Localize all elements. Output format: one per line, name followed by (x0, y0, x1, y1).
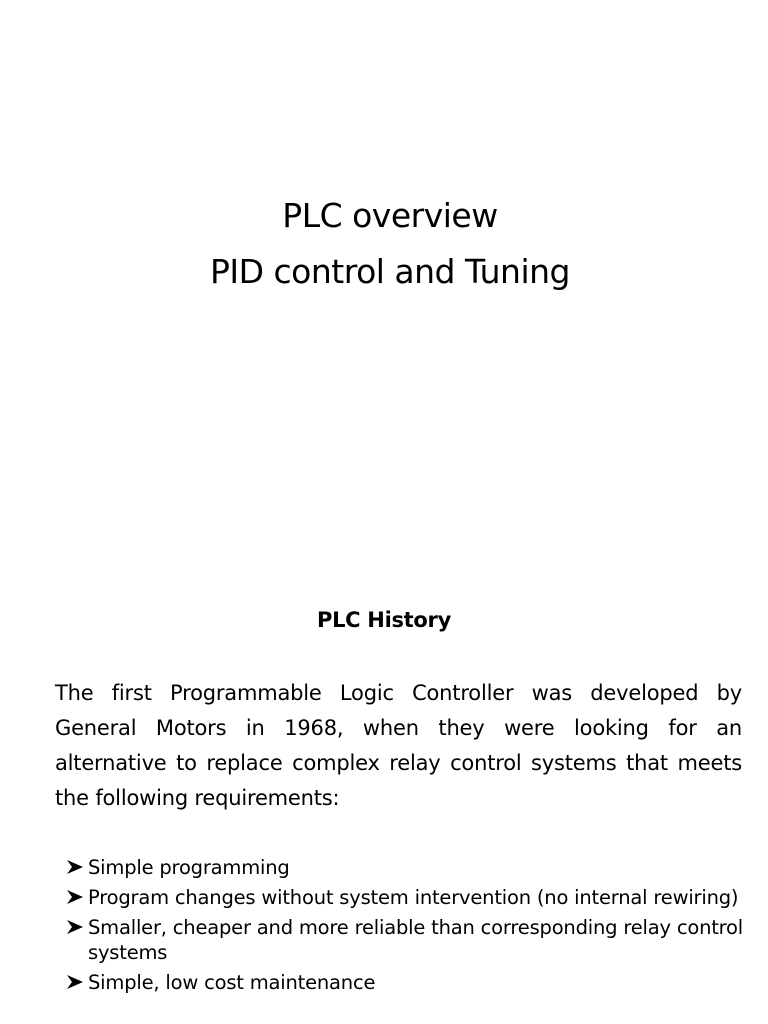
slide-title (0, 188, 768, 300)
list-item (66, 970, 746, 995)
arrow-bullet-icon (66, 859, 84, 875)
title-line-pid-control: PID control and Tuning (210, 252, 570, 291)
list-item-text: Simple programming (88, 856, 290, 879)
list-item (66, 915, 746, 965)
section-heading: PLC History (317, 608, 451, 632)
list-item (66, 855, 746, 880)
arrow-bullet-icon (66, 919, 84, 935)
title-line-plc-overview: PLC overview (282, 196, 498, 235)
intro-paragraph: The first Programmable Logic Controller was developed by General Motors in 1968, when they were looking for an alternative to replace complex relay control systems that meets the following requirements: (55, 681, 742, 810)
requirements-list (66, 855, 746, 1000)
list-item-text: Program changes without system intervention (no internal rewiring) (88, 886, 739, 909)
list-item-text: Simple, low cost maintenance (88, 971, 376, 994)
list-item-text: Smaller, cheaper and more reliable than corresponding relay control systems (88, 916, 744, 964)
arrow-bullet-icon (66, 889, 84, 905)
list-item (66, 885, 746, 910)
arrow-bullet-icon (66, 974, 84, 990)
